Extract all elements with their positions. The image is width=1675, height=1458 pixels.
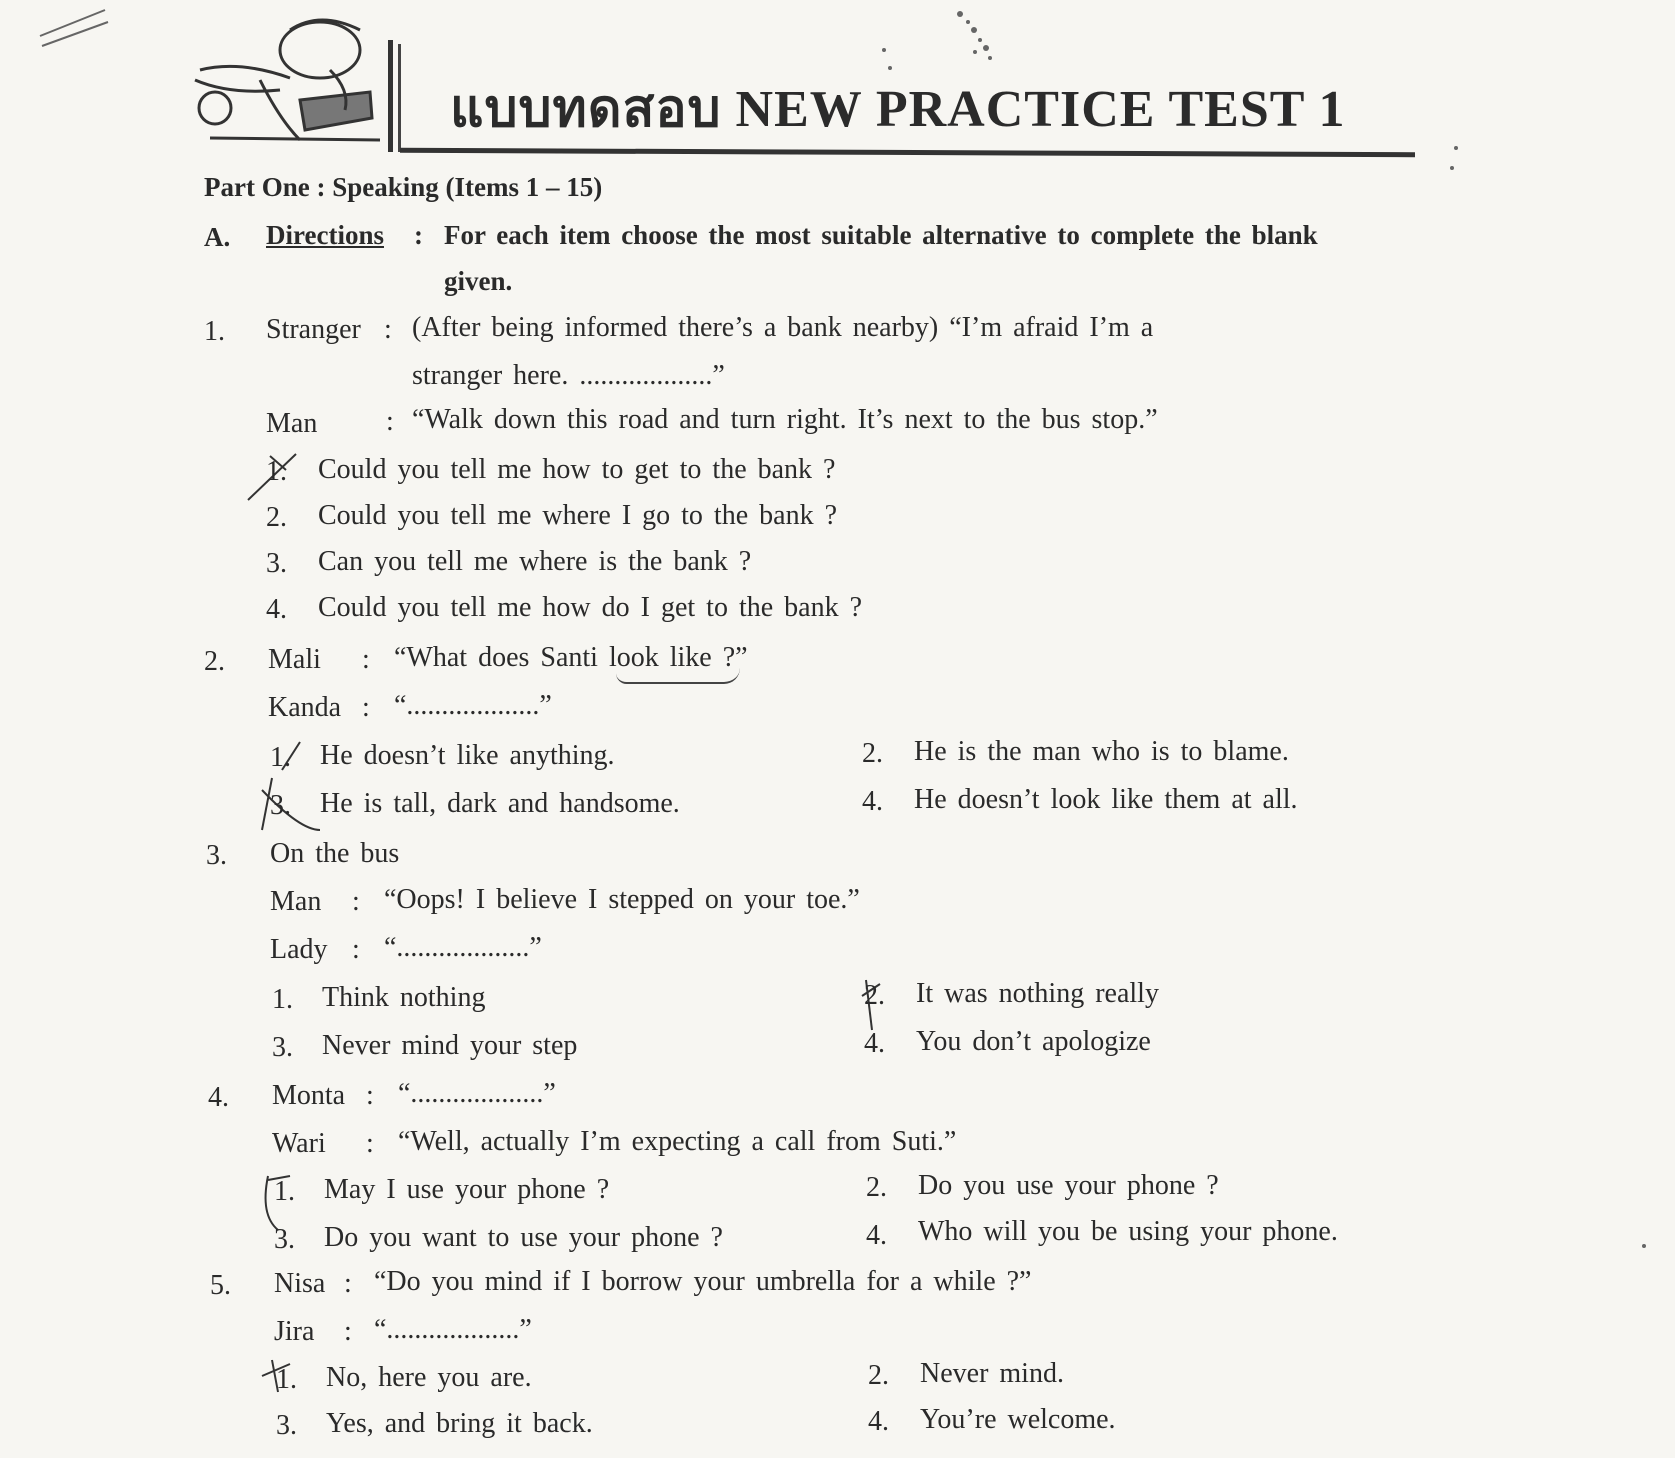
speaker-colon: : bbox=[352, 886, 360, 917]
choice-number: 1. bbox=[270, 742, 291, 773]
speaker: Nisa bbox=[274, 1268, 326, 1299]
choice-text: He doesn’t look like them at all. bbox=[914, 784, 1298, 815]
speaker: Wari bbox=[272, 1128, 326, 1159]
choice-text: Can you tell me where is the bank ? bbox=[318, 546, 752, 577]
speaker: Jira bbox=[274, 1316, 315, 1347]
choice-text: He is tall, dark and handsome. bbox=[320, 788, 680, 819]
speaker: Lady bbox=[270, 934, 328, 965]
dialogue-text: “...................” bbox=[374, 1314, 532, 1345]
item-number: 4. bbox=[208, 1082, 229, 1113]
speaker: Monta bbox=[272, 1080, 346, 1111]
choice-number: 4. bbox=[266, 594, 287, 625]
choice-number: 2. bbox=[868, 1360, 889, 1391]
mascot-icon bbox=[195, 20, 380, 140]
dialogue-text: “...................” bbox=[398, 1078, 556, 1109]
item-number: 2. bbox=[204, 646, 225, 677]
choice-number: 4. bbox=[866, 1220, 887, 1251]
item-number: 5. bbox=[210, 1270, 231, 1301]
directions-text: given. bbox=[444, 266, 513, 296]
dialogue-text: “...................” bbox=[394, 690, 552, 721]
part-title: Part One : Speaking (Items 1 – 15) bbox=[204, 172, 603, 202]
choice-text: Think nothing bbox=[322, 982, 486, 1013]
choice-number: 1. bbox=[276, 1364, 297, 1395]
speaker: Mali bbox=[268, 644, 321, 675]
choice-text: You don’t apologize bbox=[916, 1026, 1151, 1057]
speaker-colon: : bbox=[362, 644, 370, 675]
choice-text: You’re welcome. bbox=[920, 1404, 1116, 1435]
choice-number: 3. bbox=[276, 1410, 297, 1441]
choice-text: May I use your phone ? bbox=[324, 1174, 610, 1205]
dialogue-text: “What does Santi look like ?” bbox=[394, 642, 748, 673]
choice-text: Never mind. bbox=[920, 1358, 1064, 1389]
dialogue-text: “Walk down this road and turn right. It’s next to the bus stop.” bbox=[412, 404, 1158, 435]
choice-number: 2. bbox=[862, 738, 883, 769]
choice-text: Could you tell me where I go to the bank ? bbox=[318, 500, 837, 531]
dialogue-text: “Oops! I believe I stepped on your toe.” bbox=[384, 884, 860, 915]
speaker-colon: : bbox=[344, 1316, 352, 1347]
choice-number: 2. bbox=[866, 1172, 887, 1203]
choice-text: He doesn’t like anything. bbox=[320, 740, 615, 771]
choice-number: 1. bbox=[272, 984, 293, 1015]
scan-speckle bbox=[882, 11, 1646, 1248]
speaker: Kanda bbox=[268, 692, 342, 723]
speaker: Stranger bbox=[266, 314, 361, 345]
choice-text: Who will you be using your phone. bbox=[918, 1216, 1338, 1247]
directions-colon: : bbox=[414, 220, 423, 250]
item-number: 3. bbox=[206, 840, 227, 871]
choice-number: 3. bbox=[272, 1032, 293, 1063]
handwritten-underline bbox=[616, 668, 740, 684]
dialogue-text: (After being informed there’s a bank nearby) “I’m afraid I’m a bbox=[412, 312, 1154, 343]
choice-text: Yes, and bring it back. bbox=[326, 1408, 593, 1439]
choice-number: 1. bbox=[266, 456, 287, 487]
dialogue-text: stranger here. ...................” bbox=[412, 360, 725, 391]
pen-stroke bbox=[42, 22, 108, 46]
dialogue-text: “Do you mind if I borrow your umbrella for a while ?” bbox=[374, 1266, 1032, 1297]
choice-number: 3. bbox=[266, 548, 287, 579]
choice-text: Do you want to use your phone ? bbox=[324, 1222, 723, 1253]
header-bar bbox=[388, 40, 393, 152]
choice-number: 4. bbox=[868, 1406, 889, 1437]
speaker-colon: : bbox=[366, 1080, 374, 1111]
dialogue-text: “Well, actually I’m expecting a call from Suti.” bbox=[398, 1126, 957, 1157]
item-number: 1. bbox=[204, 316, 225, 347]
speaker-colon: : bbox=[362, 692, 370, 723]
choice-number: 4. bbox=[862, 786, 883, 817]
pen-stroke bbox=[40, 10, 105, 36]
speaker: Man bbox=[270, 886, 322, 917]
page-title: แบบทดสอบ NEW PRACTICE TEST 1 bbox=[450, 81, 1346, 138]
speaker-colon: : bbox=[366, 1128, 374, 1159]
speaker: Man bbox=[266, 408, 318, 439]
choice-text: Do you use your phone ? bbox=[918, 1170, 1219, 1201]
choice-number: 2. bbox=[864, 980, 885, 1011]
choice-text: Never mind your step bbox=[322, 1030, 578, 1061]
choice-number: 3. bbox=[274, 1224, 295, 1255]
choice-text: He is the man who is to blame. bbox=[914, 736, 1289, 767]
choice-number: 3. bbox=[270, 790, 291, 821]
choice-number: 4. bbox=[864, 1028, 885, 1059]
choice-text: It was nothing really bbox=[916, 978, 1159, 1009]
choice-number: 2. bbox=[266, 502, 287, 533]
choice-text: Could you tell me how to get to the bank ? bbox=[318, 454, 836, 485]
directions-letter: A. bbox=[204, 222, 231, 252]
choice-text: Could you tell me how do I get to the bank ? bbox=[318, 592, 863, 623]
header-bar bbox=[398, 44, 401, 152]
speaker-colon: : bbox=[352, 934, 360, 965]
directions-label: Directions bbox=[266, 220, 384, 250]
directions-text: For each item choose the most suitable alternative to complete the blank bbox=[444, 220, 1318, 250]
speaker-colon: : bbox=[384, 314, 392, 345]
choice-number: 1. bbox=[274, 1176, 295, 1207]
speaker-colon: : bbox=[344, 1268, 352, 1299]
scene-label: On the bus bbox=[270, 838, 400, 869]
choice-text: No, here you are. bbox=[326, 1362, 532, 1393]
speaker-colon: : bbox=[386, 406, 394, 437]
dialogue-text: “...................” bbox=[384, 932, 542, 963]
